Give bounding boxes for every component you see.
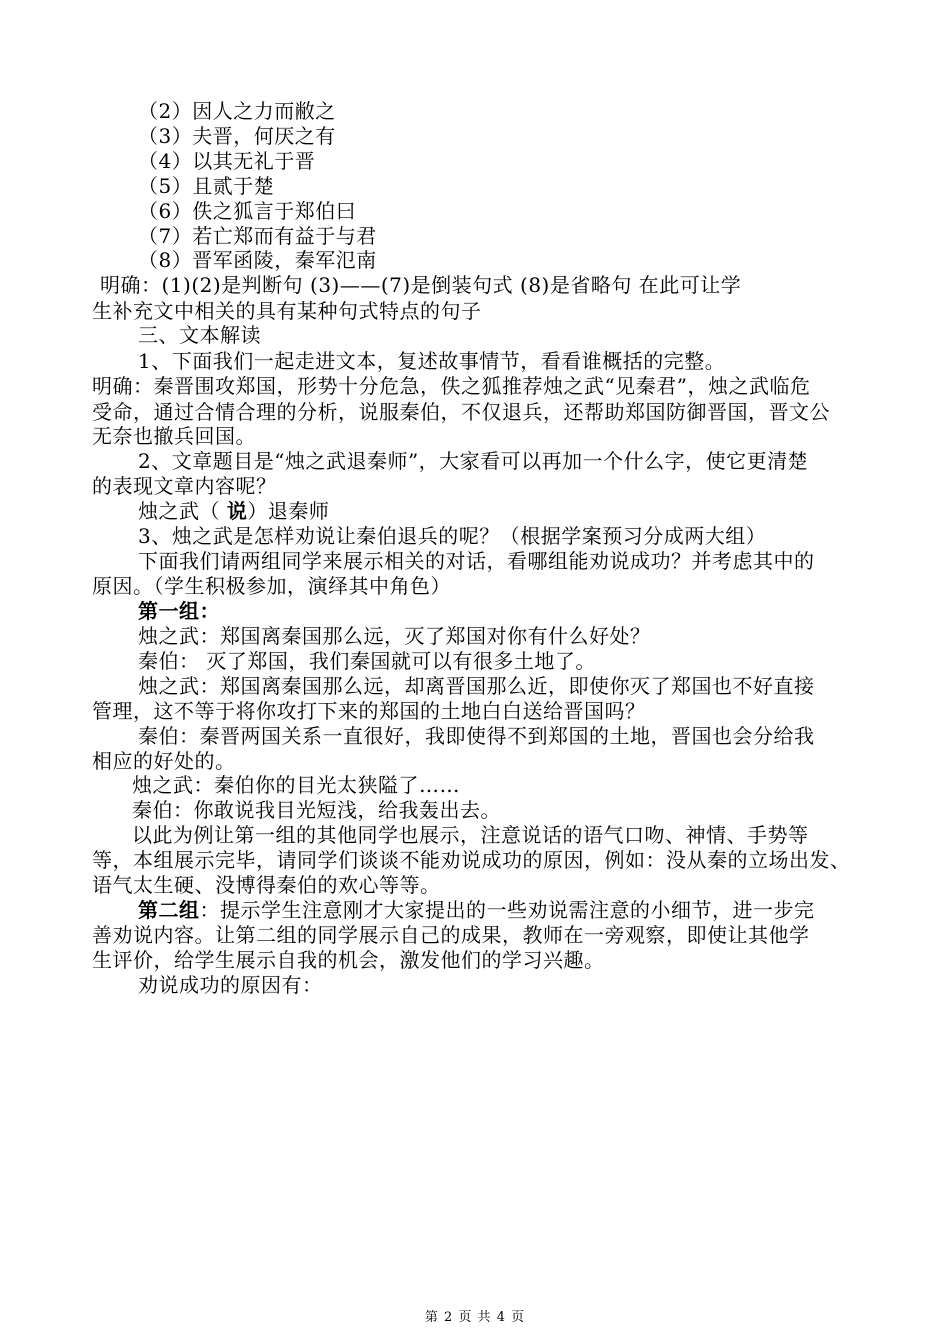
question-1: 1、下面我们一起走进文本，复述故事情节，看看谁概括的完整。	[138, 349, 726, 373]
clarification-line-2: 生补充文中相关的具有某种句式特点的句子	[92, 299, 482, 323]
summary-line-3: 无奈也撤兵回国。	[92, 424, 256, 448]
group-1-summary-line-1: 以此为例让第一组的其他同学也展示，注意说话的语气口吻、神情、手势等	[132, 823, 809, 847]
dialogue-line: 烛之武：秦伯你的目光太狭隘了……	[132, 773, 460, 797]
dialogue-line: 烛之武：郑国离秦国那么远，灭了郑国对你有什么好处？	[138, 624, 651, 648]
group-2-text: ：提示学生注意刚才大家提出的一些劝说需注意的小细节，进一步完	[199, 898, 815, 922]
dialogue-line: 秦伯：秦晋两国关系一直很好，我即使得不到郑国的土地，晋国也会分给我	[138, 724, 815, 748]
question-2-line-2: 的表现文章内容呢？	[92, 474, 277, 498]
group-1-summary-line-2: 等，本组展示完毕，请同学们谈谈不能劝说成功的原因，例如：没从秦的立场出发、	[92, 848, 851, 872]
dialogue-line: 秦伯：你敢说我目光短浅，给我轰出去。	[132, 798, 501, 822]
sentence-2: （2）因人之力而敝之	[138, 99, 336, 123]
intro-line-2: 原因。（学生积极参加，演绎其中角色）	[92, 574, 451, 598]
question-3: 3、烛之武是怎样劝说让秦伯退兵的呢？（根据学案预习分成两大组）	[138, 524, 767, 548]
group-2-line-2: 善劝说内容。让第二组的同学展示自己的成果，教师在一旁观察，即使让其他学	[92, 923, 810, 947]
title-answer-before: 烛之武（	[138, 499, 227, 523]
sentence-8: （8）晋军函陵，秦军氾南	[138, 248, 377, 272]
question-2-line-1: 2、文章题目是“烛之武退秦师”，大家看可以再加一个什么字，使它更清楚	[138, 449, 809, 473]
intro-line-1: 下面我们请两组同学来展示相关的对话，看哪组能劝说成功？并考虑其中的	[138, 549, 815, 573]
sentence-6: （6）佚之狐言于郑伯曰	[138, 199, 357, 223]
page-footer: 第 2 页 共 4 页	[424, 1310, 526, 1325]
group-2-heading: 第二组	[138, 898, 200, 922]
group-1-heading: 第一组：	[138, 599, 220, 623]
dialogue-line: 秦伯： 灭了郑国，我们秦国就可以有很多土地了。	[138, 649, 596, 673]
group-1-summary-line-3: 语气太生硬、没博得秦伯的欢心等等。	[92, 873, 441, 897]
title-answer	[138, 499, 908, 523]
sentence-3: （3）夫晋，何厌之有	[138, 124, 336, 148]
sentence-7: （7）若亡郑而有益于与君	[138, 224, 377, 248]
success-reasons-label: 劝说成功的原因有：	[138, 973, 323, 997]
group-2-line-1	[138, 898, 908, 922]
sentence-4: （4）以其无礼于晋	[138, 149, 316, 173]
clarification-line-1: 明确：(1)(2)是判断句 (3)——(7)是倒装句式 (8)是省略句 在此可让学	[100, 273, 742, 297]
dialogue-line: 管理，这不等于将你攻打下来的郑国的土地白白送给晋国吗？	[92, 699, 646, 723]
dialogue-line: 烛之武：郑国离秦国那么远，却离晋国那么近，即使你灭了郑国也不好直接	[138, 674, 815, 698]
section-heading: 三、文本解读	[138, 323, 261, 347]
dialogue-line: 相应的好处的。	[92, 749, 236, 773]
summary-line-1: 明确：秦晋围攻郑国，形势十分危急，佚之狐推荐烛之武“见秦君”，烛之武临危	[92, 374, 811, 398]
summary-line-2: 受命，通过合情合理的分析，说服秦伯，不仅退兵，还帮助郑国防御晋国，晋文公	[92, 400, 830, 424]
title-answer-after: ）退秦师	[247, 499, 330, 523]
group-2-line-3: 生评价，给学生展示自我的机会，激发他们的学习兴趣。	[92, 948, 605, 972]
title-answer-word: 说	[226, 499, 248, 523]
sentence-5: （5）且贰于楚	[138, 174, 275, 198]
